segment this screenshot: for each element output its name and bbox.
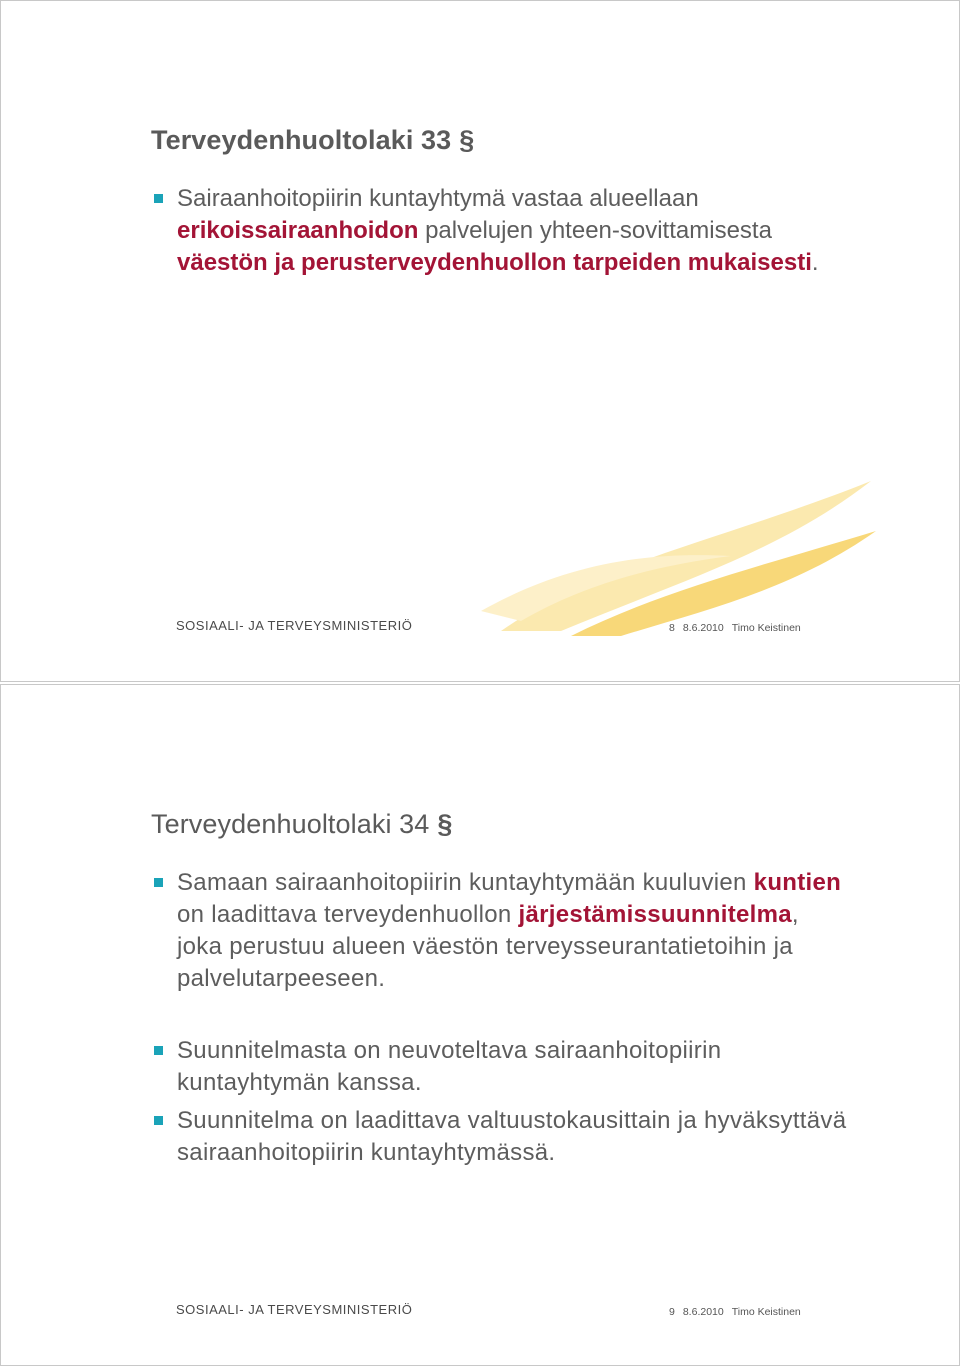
slide-footer [669, 622, 809, 634]
yellow-swoosh-decoration [481, 471, 881, 641]
highlight-text: erikoissairaanhoidon [177, 217, 419, 244]
highlight-text: väestön ja perusterveydenhuollon tarpeiden mukaisesti [177, 249, 812, 276]
bullet-item: Suunnitelmasta on neuvoteltava sairaanhoitopiirin kuntayhtymän kanssa. [151, 1035, 851, 1099]
footer-date: 8.6.2010 [682, 622, 724, 634]
footer-author: Timo Keistinen [731, 1306, 801, 1318]
bullet-item: Suunnitelma on laadittava valtuustokausittain ja hyväksyttävä sairaanhoitopiirin kuntayhtymässä. [151, 1105, 851, 1169]
bullet-list [151, 183, 851, 279]
page-number: 8 [669, 622, 675, 634]
bullet-item: Samaan sairaanhoitopiirin kuntayhtymään kuuluvien kuntien on laadittava terveydenhuollon järjestämissuunnitelma, joka perustuu alueen väestön terveysseurantatietoihin ja palvelutarpeeseen. [151, 867, 851, 995]
ministry-logo: SOSIAALI- JA TERVEYSMINISTERIÖ [176, 618, 413, 633]
square-bullet-icon [154, 194, 163, 203]
slide-1 [0, 0, 960, 682]
slide-2 [0, 684, 960, 1366]
bullet-item: Sairaanhoitopiirin kuntayhtymä vastaa alueellaan erikoissairaanhoidon palvelujen yhteen-sovittamisesta väestön ja perusterveydenhuollon tarpeiden mukaisesti. [151, 183, 851, 279]
footer-author: Timo Keistinen [731, 622, 801, 634]
highlight-text: kuntien [753, 869, 842, 896]
slide-title: Terveydenhuoltolaki 33 § [151, 125, 475, 155]
bullet-list [151, 867, 851, 1169]
slide-title: Terveydenhuoltolaki 34 § [151, 809, 453, 839]
section-sign: § [459, 125, 475, 155]
page-number: 9 [669, 1306, 675, 1318]
highlight-text: järjestämissuunnitelma [518, 901, 792, 928]
square-bullet-icon [154, 1046, 163, 1055]
slide-footer [669, 1306, 809, 1318]
square-bullet-icon [154, 1116, 163, 1125]
footer-date: 8.6.2010 [682, 1306, 724, 1318]
section-sign: § [437, 809, 453, 839]
square-bullet-icon [154, 878, 163, 887]
ministry-logo: SOSIAALI- JA TERVEYSMINISTERIÖ [176, 1302, 413, 1317]
